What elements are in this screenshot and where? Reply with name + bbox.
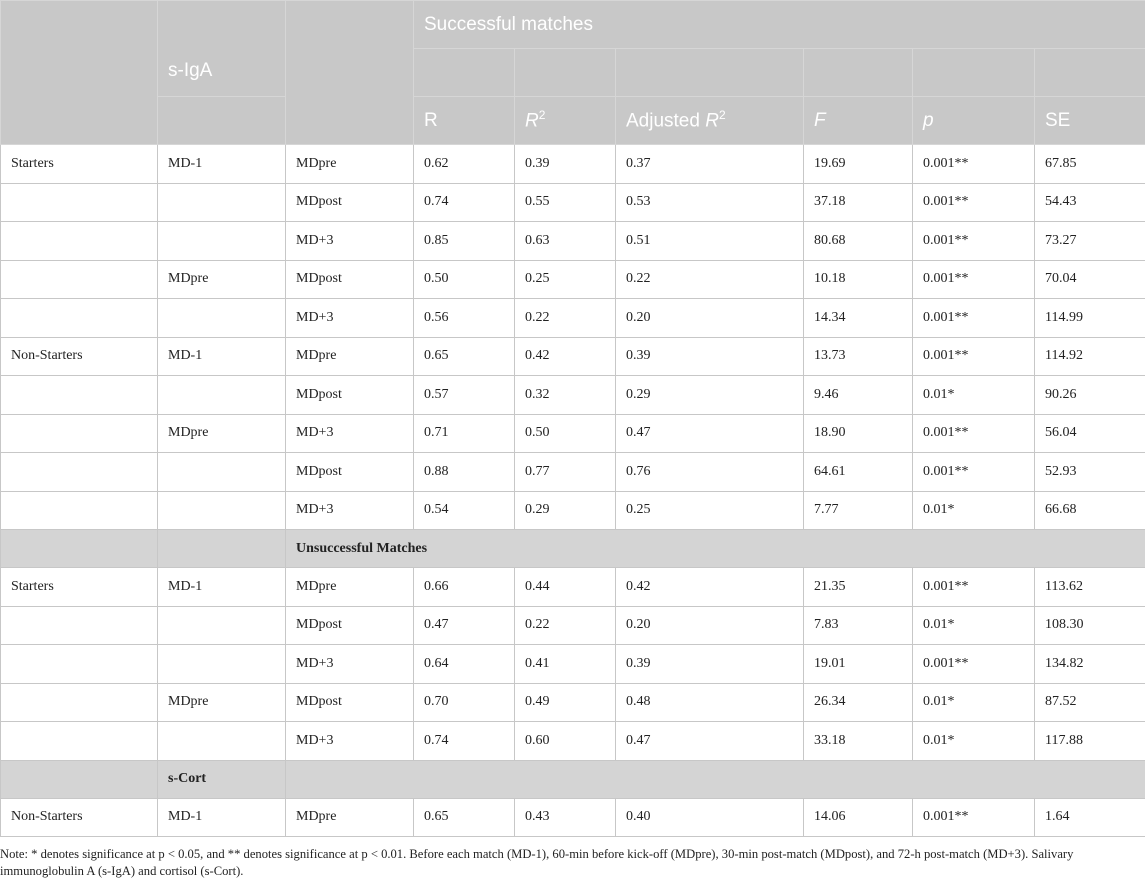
table-row xyxy=(1,606,1145,645)
from-cell: MDpre xyxy=(158,260,286,299)
p-cell: 0.001** xyxy=(913,453,1035,492)
to-cell: MDpost xyxy=(286,606,414,645)
se-cell: 73.27 xyxy=(1035,222,1145,261)
r-cell: 0.71 xyxy=(414,414,515,453)
section-row xyxy=(1,760,1145,798)
group-cell xyxy=(1,414,158,453)
r-cell: 0.62 xyxy=(414,145,515,184)
to-cell: MDpre xyxy=(286,798,414,837)
section-label: Unsuccessful Matches xyxy=(286,530,1145,568)
header-spacer xyxy=(414,49,515,97)
se-cell: 70.04 xyxy=(1035,260,1145,299)
group-cell xyxy=(1,183,158,222)
p-cell: 0.001** xyxy=(913,798,1035,837)
adjusted-r2-cell: 0.42 xyxy=(616,568,804,607)
se-cell: 66.68 xyxy=(1035,491,1145,530)
header-spacer xyxy=(515,49,616,97)
to-cell: MD+3 xyxy=(286,299,414,338)
f-cell: 13.73 xyxy=(804,337,913,376)
p-cell: 0.001** xyxy=(913,260,1035,299)
r2-cell: 0.55 xyxy=(515,183,616,222)
r2-cell: 0.22 xyxy=(515,299,616,338)
r-cell: 0.57 xyxy=(414,376,515,415)
table-note: Note: * denotes significance at p < 0.05, and ** denotes significance at p < 0.01. Before each match (MD-1), 60-min before kick-off (MDpre), 30-min post-match (MDpost), and 72-h post-match (MD+3). Salivary immunoglobulin A (s-IgA) and cortisol (s-Cort). xyxy=(0,847,1074,878)
adjusted-r2-cell: 0.76 xyxy=(616,453,804,492)
column-header-f: F xyxy=(804,97,913,145)
to-cell: MDpost xyxy=(286,260,414,299)
from-cell xyxy=(158,222,286,261)
table-row xyxy=(1,299,1145,338)
p-cell: 0.001** xyxy=(913,183,1035,222)
table-row xyxy=(1,798,1145,837)
column-header-se: SE xyxy=(1035,97,1145,145)
adjusted-r2-cell: 0.29 xyxy=(616,376,804,415)
r-cell: 0.88 xyxy=(414,453,515,492)
from-cell xyxy=(158,645,286,684)
group-cell xyxy=(1,260,158,299)
f-cell: 21.35 xyxy=(804,568,913,607)
adjusted-r2-cell: 0.47 xyxy=(616,414,804,453)
r-cell: 0.74 xyxy=(414,183,515,222)
from-cell xyxy=(158,491,286,530)
se-cell: 134.82 xyxy=(1035,645,1145,684)
from-cell: MDpre xyxy=(158,414,286,453)
se-cell: 108.30 xyxy=(1035,606,1145,645)
from-cell xyxy=(158,606,286,645)
header-spacer xyxy=(158,97,286,145)
p-cell: 0.001** xyxy=(913,568,1035,607)
se-cell: 87.52 xyxy=(1035,683,1145,722)
se-cell: 113.62 xyxy=(1035,568,1145,607)
section-cell: s-Cort xyxy=(158,760,286,798)
header-marker-cell xyxy=(158,1,286,97)
column-header-adjusted-r2: Adjusted $R^2$ xyxy=(616,97,804,145)
adjusted-r2-cell: 0.51 xyxy=(616,222,804,261)
r-cell: 0.54 xyxy=(414,491,515,530)
table-row xyxy=(1,453,1145,492)
f-cell: 7.83 xyxy=(804,606,913,645)
from-cell: MD-1 xyxy=(158,337,286,376)
table-row xyxy=(1,260,1145,299)
to-cell: MD+3 xyxy=(286,491,414,530)
r-cell: 0.66 xyxy=(414,568,515,607)
r2-cell: 0.60 xyxy=(515,722,616,761)
table-row xyxy=(1,337,1145,376)
adjusted-r2-cell: 0.20 xyxy=(616,299,804,338)
r2-cell: 0.41 xyxy=(515,645,616,684)
r-cell: 0.50 xyxy=(414,260,515,299)
to-cell: MDpost xyxy=(286,376,414,415)
p-cell: 0.01* xyxy=(913,376,1035,415)
from-cell: MD-1 xyxy=(158,568,286,607)
from-cell xyxy=(158,299,286,338)
table-row xyxy=(1,145,1145,184)
p-cell: 0.001** xyxy=(913,145,1035,184)
group-cell: Starters xyxy=(1,145,158,184)
table-row xyxy=(1,645,1145,684)
r2-cell: 0.42 xyxy=(515,337,616,376)
table-row xyxy=(1,376,1145,415)
r2-cell: 0.43 xyxy=(515,798,616,837)
to-cell: MDpre xyxy=(286,145,414,184)
column-header-r: R xyxy=(414,97,515,145)
p-cell: 0.001** xyxy=(913,299,1035,338)
se-cell: 56.04 xyxy=(1035,414,1145,453)
adjusted-r2-cell: 0.39 xyxy=(616,337,804,376)
f-cell: 26.34 xyxy=(804,683,913,722)
to-cell: MDpost xyxy=(286,453,414,492)
adjusted-r2-cell: 0.22 xyxy=(616,260,804,299)
header-empty-cell xyxy=(286,1,414,145)
r2-cell: 0.39 xyxy=(515,145,616,184)
f-cell: 64.61 xyxy=(804,453,913,492)
column-header-p: p xyxy=(913,97,1035,145)
header-group-cell xyxy=(414,1,1145,49)
from-cell xyxy=(158,453,286,492)
se-cell: 67.85 xyxy=(1035,145,1145,184)
adjusted-r2-cell: 0.40 xyxy=(616,798,804,837)
to-cell: MD+3 xyxy=(286,722,414,761)
group-cell xyxy=(1,222,158,261)
r2-cell: 0.22 xyxy=(515,606,616,645)
column-header-r2: $R^2$ xyxy=(515,97,616,145)
p-cell: 0.001** xyxy=(913,645,1035,684)
to-cell: MD+3 xyxy=(286,645,414,684)
group-cell xyxy=(1,453,158,492)
r2-cell: 0.50 xyxy=(515,414,616,453)
p-cell: 0.01* xyxy=(913,491,1035,530)
f-cell: 10.18 xyxy=(804,260,913,299)
r-cell: 0.85 xyxy=(414,222,515,261)
r-cell: 0.65 xyxy=(414,337,515,376)
f-cell: 19.69 xyxy=(804,145,913,184)
r-cell: 0.74 xyxy=(414,722,515,761)
p-cell: 0.01* xyxy=(913,606,1035,645)
f-cell: 18.90 xyxy=(804,414,913,453)
p-cell: 0.01* xyxy=(913,722,1035,761)
se-cell: 114.92 xyxy=(1035,337,1145,376)
adjusted-r2-cell: 0.25 xyxy=(616,491,804,530)
header-spacer xyxy=(616,49,804,97)
group-cell xyxy=(1,376,158,415)
section-cell xyxy=(158,530,286,568)
table-row xyxy=(1,414,1145,453)
from-cell xyxy=(158,722,286,761)
from-cell: MD-1 xyxy=(158,145,286,184)
group-cell xyxy=(1,645,158,684)
header-spacer xyxy=(913,49,1035,97)
p-cell: 0.001** xyxy=(913,222,1035,261)
to-cell: MDpre xyxy=(286,568,414,607)
to-cell: MDpost xyxy=(286,683,414,722)
from-cell: MDpre xyxy=(158,683,286,722)
f-cell: 7.77 xyxy=(804,491,913,530)
se-cell: 90.26 xyxy=(1035,376,1145,415)
r-cell: 0.56 xyxy=(414,299,515,338)
adjusted-r2-cell: 0.53 xyxy=(616,183,804,222)
section-row xyxy=(1,530,1145,568)
header-spacer xyxy=(1035,49,1145,97)
adjusted-r2-cell: 0.39 xyxy=(616,645,804,684)
table-row xyxy=(1,491,1145,530)
header-empty-cell xyxy=(1,1,158,145)
from-cell xyxy=(158,376,286,415)
r2-cell: 0.29 xyxy=(515,491,616,530)
to-cell: MDpost xyxy=(286,183,414,222)
r-cell: 0.64 xyxy=(414,645,515,684)
f-cell: 14.34 xyxy=(804,299,913,338)
r2-cell: 0.44 xyxy=(515,568,616,607)
p-cell: 0.001** xyxy=(913,414,1035,453)
adjusted-r2-cell: 0.47 xyxy=(616,722,804,761)
table-row xyxy=(1,222,1145,261)
table-row xyxy=(1,722,1145,761)
section-cell xyxy=(1,530,158,568)
se-cell: 54.43 xyxy=(1035,183,1145,222)
p-cell: 0.01* xyxy=(913,683,1035,722)
r-cell: 0.70 xyxy=(414,683,515,722)
se-cell: 1.64 xyxy=(1035,798,1145,837)
group-cell xyxy=(1,722,158,761)
f-cell: 33.18 xyxy=(804,722,913,761)
from-cell xyxy=(158,183,286,222)
r-cell: 0.65 xyxy=(414,798,515,837)
section-label xyxy=(286,760,1145,798)
header-spacer xyxy=(804,49,913,97)
to-cell: MDpre xyxy=(286,337,414,376)
adjusted-r2-cell: 0.20 xyxy=(616,606,804,645)
se-cell: 114.99 xyxy=(1035,299,1145,338)
p-cell: 0.001** xyxy=(913,337,1035,376)
section-cell xyxy=(1,760,158,798)
r2-cell: 0.49 xyxy=(515,683,616,722)
adjusted-r2-cell: 0.37 xyxy=(616,145,804,184)
table-row xyxy=(1,183,1145,222)
f-cell: 9.46 xyxy=(804,376,913,415)
group-label: Successful matches xyxy=(424,13,593,35)
r2-cell: 0.32 xyxy=(515,376,616,415)
table-body xyxy=(1,145,1145,837)
group-cell xyxy=(1,606,158,645)
to-cell: MD+3 xyxy=(286,222,414,261)
table-row xyxy=(1,683,1145,722)
group-cell xyxy=(1,491,158,530)
from-cell: MD-1 xyxy=(158,798,286,837)
r2-cell: 0.77 xyxy=(515,453,616,492)
f-cell: 37.18 xyxy=(804,183,913,222)
group-cell: Non-Starters xyxy=(1,337,158,376)
table-row xyxy=(1,568,1145,607)
to-cell: MD+3 xyxy=(286,414,414,453)
se-cell: 117.88 xyxy=(1035,722,1145,761)
f-cell: 14.06 xyxy=(804,798,913,837)
group-cell: Starters xyxy=(1,568,158,607)
r2-cell: 0.63 xyxy=(515,222,616,261)
group-cell xyxy=(1,683,158,722)
marker-label: s-IgA xyxy=(168,60,213,81)
se-cell: 52.93 xyxy=(1035,453,1145,492)
r-cell: 0.47 xyxy=(414,606,515,645)
group-cell xyxy=(1,299,158,338)
f-cell: 19.01 xyxy=(804,645,913,684)
group-cell: Non-Starters xyxy=(1,798,158,837)
adjusted-r2-cell: 0.48 xyxy=(616,683,804,722)
r2-cell: 0.25 xyxy=(515,260,616,299)
f-cell: 80.68 xyxy=(804,222,913,261)
